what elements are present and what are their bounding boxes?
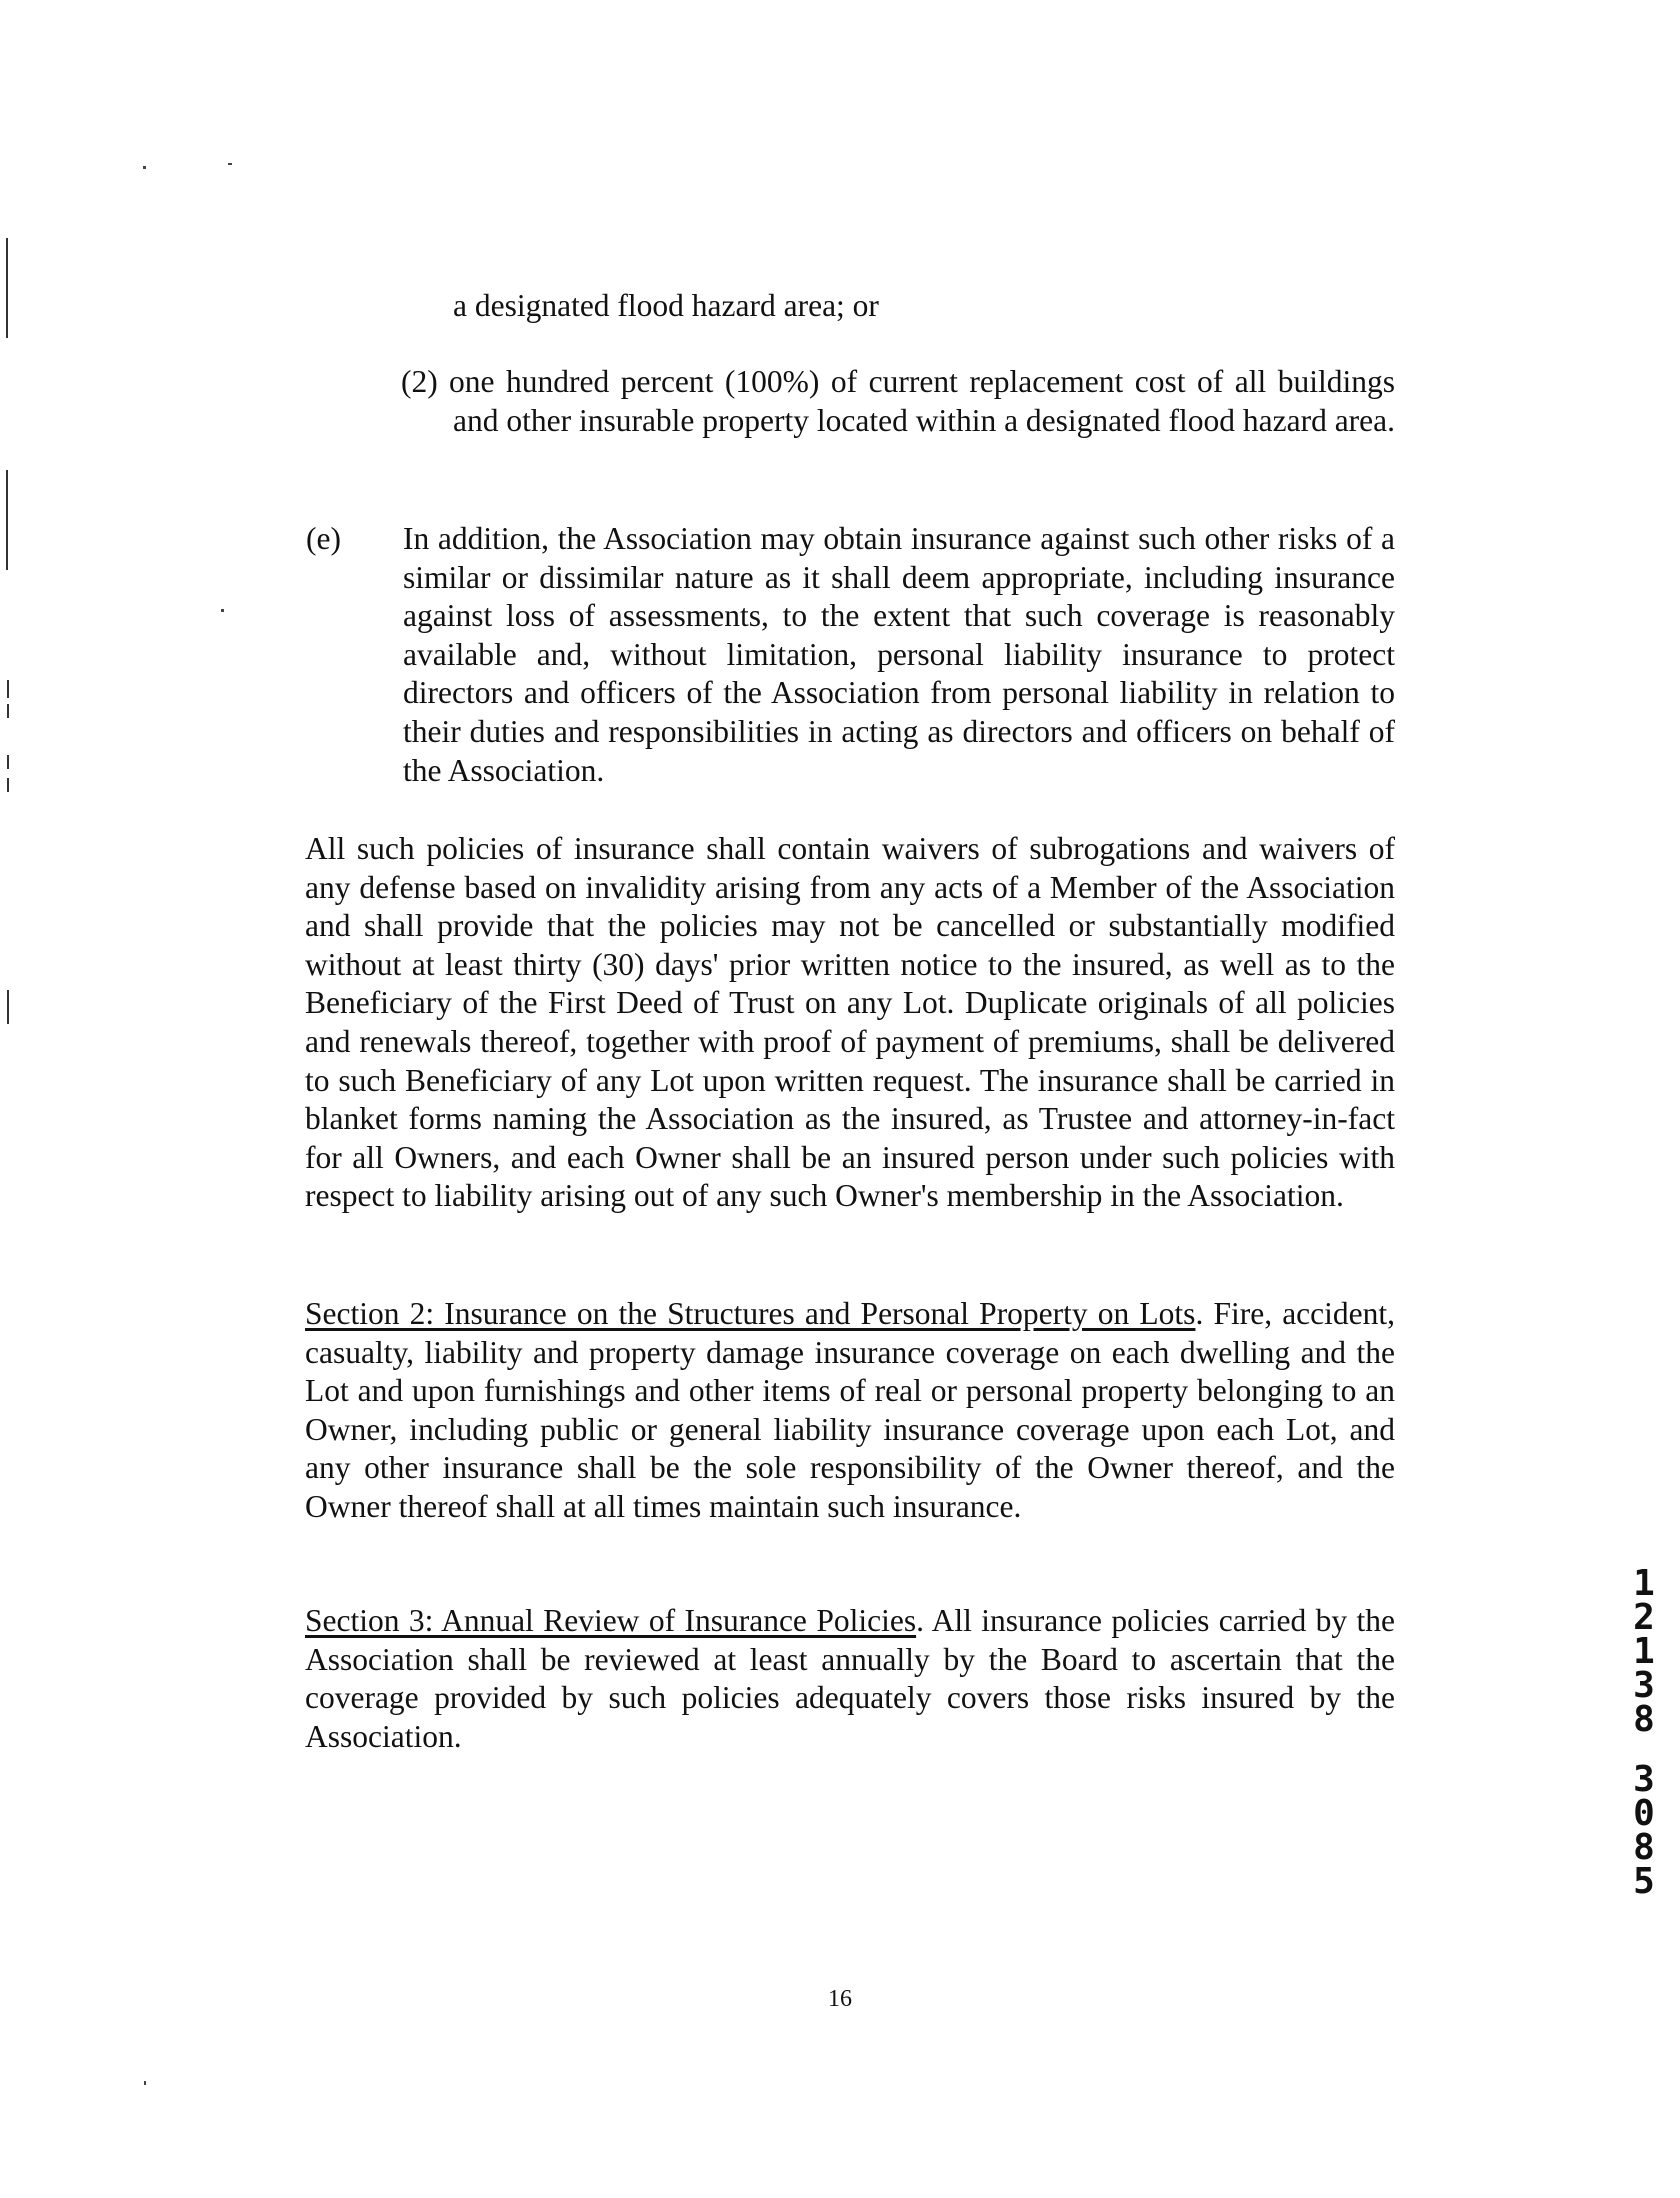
margin-line	[7, 778, 9, 792]
stamp-digit: 5	[1633, 1861, 1655, 1902]
margin-line	[6, 238, 8, 338]
list-item-2-number: (2)	[401, 364, 438, 399]
scan-speck	[144, 2081, 146, 2085]
section-3-heading: Section 3: Annual Review of Insurance Policies	[305, 1603, 917, 1638]
continuation-line: a designated flood hazard area; or	[453, 288, 879, 323]
margin-line	[7, 704, 9, 718]
stamp-digit: 2	[1633, 1597, 1655, 1638]
list-item-e-label: (e)	[306, 521, 341, 556]
section-3-paragraph	[305, 1602, 1395, 1756]
scan-speck	[143, 166, 146, 169]
section-2-body: . Fire, accident, casualty, liability and property damage insurance coverage on each dwelling and the Lot and upon furnishings and other items of real or personal property belonging to an Owner, including public or general liability insurance coverage upon each Lot, and any other insurance shall be the sole responsibility of the Owner thereof, and the Owner thereof shall at all times maintain such insurance.	[305, 1296, 1396, 1524]
recording-stamp	[1624, 1563, 1664, 1902]
page-number: 16	[828, 1986, 852, 2012]
stamp-digit: 3	[1633, 1665, 1655, 1706]
policies-paragraph: All such policies of insurance shall contain waivers of subrogations and waivers of any defense based on invalidity arising from any acts of a Member of the Association and shall provide that the policies may not be cancelled or substantially modified without at least thirty (30) days' prior written notice to the insured, as well as to the Beneficiary of the First Deed of Trust on any Lot. Duplicate originals of all policies and renewals thereof, together with proof of payment of premiums, shall be delivered to such Beneficiary of any Lot upon written request. The insurance shall be carried in blanket forms naming the Association as the insured, as Trustee and attorney-in-fact for all Owners, and each Owner shall be an insured person under such policies with respect to liability arising out of any such Owner's membership in the Association.	[305, 831, 1395, 1214]
list-item-2-text: one hundred percent (100%) of current replacement cost of all buildings and other insurable property located within a designated flood hazard area.	[449, 364, 1396, 438]
section-2-paragraph	[305, 1295, 1395, 1527]
stamp-digit: 8	[1633, 1699, 1655, 1740]
stamp-digit: 1	[1633, 1631, 1655, 1672]
stamp-digit: 3	[1633, 1759, 1655, 1800]
margin-line	[7, 755, 9, 769]
list-item-e-text: In addition, the Association may obtain insurance against such other risks of a similar or dissimilar nature as it shall deem appropriate, including insurance against loss of assessments, to the extent that such coverage is reasonably available and, without limitation, personal liability insurance to protect directors and officers of the Association from personal liability in relation to their duties and responsibilities in acting as directors and officers on behalf of the Association.	[403, 521, 1395, 788]
section-2-heading: Section 2: Insurance on the Structures and Personal Property on Lots	[305, 1296, 1196, 1331]
stamp-digit: 0	[1633, 1793, 1655, 1834]
stamp-digit: 1	[1633, 1563, 1655, 1604]
scan-speck	[228, 163, 232, 165]
section-3-body: . All insurance policies carried by the Association shall be reviewed at least annually by the Board to ascertain that the coverage provided by such policies adequately covers those risks insured by the Association.	[305, 1603, 1395, 1754]
margin-line	[6, 470, 8, 570]
stamp-digit: 8	[1633, 1827, 1655, 1868]
margin-line	[7, 680, 9, 698]
scan-speck	[221, 609, 224, 612]
margin-line	[7, 990, 9, 1024]
